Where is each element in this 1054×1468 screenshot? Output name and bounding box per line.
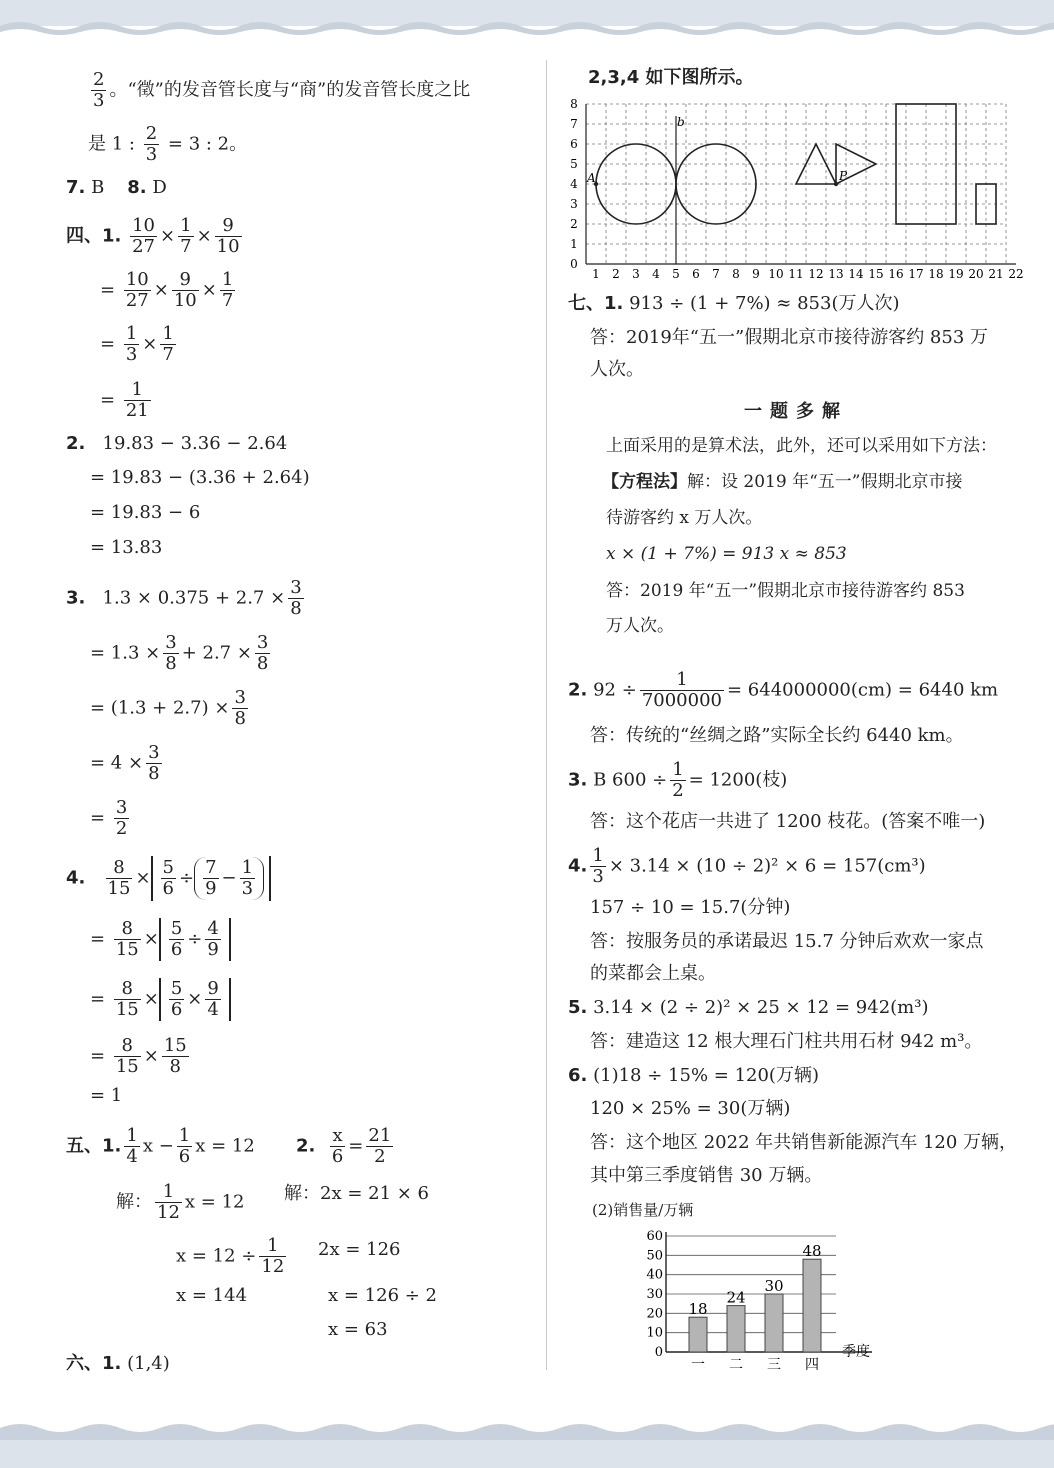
x-tick-label: 3: [632, 267, 640, 281]
q4-line-1: 4. $\frac{8}{15}$ × $\frac{5}{6}$ ÷ $\frac{7}{9}$ − $\frac{1}{3}$: [66, 856, 271, 901]
s4-q1-line-4: = $\frac{1}{21}$: [100, 379, 149, 421]
r-q6-line-2: 120 × 25% = 30(万辆): [590, 1098, 791, 1119]
r-q2-answer: 答：传统的“丝绸之路”实际全长约 6440 km。: [590, 725, 964, 746]
q2-line-3: = 19.83 − 6: [90, 502, 201, 523]
s5-q2-line-5: x = 63: [328, 1319, 388, 1340]
s5-q2-line-3: 2x = 126: [318, 1239, 401, 1260]
q4-result: = 1: [90, 1085, 123, 1106]
r-q6-answer-2: 其中第三季度销售 30 万辆。: [590, 1165, 823, 1186]
x-tick-label: 14: [848, 267, 864, 281]
q2-line-1: 2. 19.83 − 3.36 − 2.64: [66, 433, 288, 454]
chart-y-tick: 30: [646, 1287, 663, 1302]
multi-line-6: 万人次。: [606, 616, 674, 636]
q3-line-4: = 4 × $\frac{3}{8}$: [90, 742, 160, 784]
chart-bar: [689, 1317, 707, 1352]
chart-data-label: 30: [764, 1277, 784, 1295]
r-q3-answer: 答：这个花店一共进了 1200 枝花。(答案不唯一): [590, 811, 986, 832]
r-q2-expr: 2. 92 ÷ $\frac{1}{7000000}$ = 644000000(cm) = 6440 km: [568, 669, 999, 711]
bottom-wave-band: [0, 1418, 1054, 1468]
chart-y-tick: 10: [646, 1325, 663, 1341]
left-intro-line-2: 是 1 : $\frac{2}{3}$ = 3 : 2。: [88, 123, 248, 165]
x-tick-label: 20: [968, 267, 984, 281]
x-tick-label: 5: [672, 267, 680, 281]
top-wave-band: [0, 0, 1054, 40]
y-tick-label: 8: [570, 97, 578, 111]
x-tick-label: 16: [888, 267, 904, 281]
chart-category-label: 四: [805, 1357, 819, 1373]
s4-q1-line-2: = $\frac{10}{27}$ × $\frac{9}{10}$ × $\frac{1}{7}$: [100, 269, 234, 311]
fraction: $\frac{2}{3}$: [93, 69, 105, 111]
x-tick-label: 1: [592, 267, 600, 281]
y-tick-label: 1: [570, 237, 578, 251]
chart-category-label: 一: [691, 1357, 705, 1373]
column-divider: [546, 60, 547, 1370]
y-tick-label: 7: [570, 117, 578, 131]
y-tick-label: 2: [570, 217, 578, 231]
q2-line-2: = 19.83 − (3.36 + 2.64): [90, 467, 310, 488]
x-tick-label: 2: [612, 267, 620, 281]
x-tick-label: 21: [988, 267, 1004, 281]
label-p: P: [839, 169, 848, 183]
s5-q2-line-4: x = 126 ÷ 2: [328, 1285, 438, 1306]
r-q4-line-2: 157 ÷ 10 = 15.7(分钟): [590, 897, 791, 918]
r-q5-expr: 5. 3.14 × (2 ÷ 2)² × 25 × 12 = 942(m³): [568, 997, 929, 1018]
multi-line-5: 答：2019 年“五一”假期北京市接待游客约 853: [606, 581, 965, 601]
s7-answer-line-2: 人次。: [590, 359, 644, 380]
chart-data-label: 24: [726, 1288, 746, 1307]
q3-line-2: = 1.3 × $\frac{3}{8}$ + 2.7 × $\frac{3}{8}$: [90, 632, 269, 674]
r-q6-line-1: 6. (1)18 ÷ 15% = 120(万辆): [568, 1065, 819, 1086]
x-tick-label: 6: [692, 267, 700, 281]
answers-7-8: 7. B 8. D: [66, 177, 167, 198]
chart-category-label: 三: [767, 1357, 781, 1373]
x-tick-label: 19: [948, 267, 964, 281]
s4-q1-line-1: 四、1. $\frac{10}{27}$ × $\frac{1}{7}$ × $\frac{9}{10}$: [66, 215, 240, 257]
chart-y-tick: 0: [654, 1345, 663, 1360]
chart-x-label: 季度: [842, 1344, 870, 1360]
y-tick-label: 3: [570, 197, 578, 211]
chart-y-tick: 40: [646, 1267, 663, 1283]
s5-q1-line-1: 五、1. $\frac{1}{4}$ x − $\frac{1}{6}$ x = 12: [66, 1125, 255, 1167]
chart-data-label: 18: [688, 1300, 708, 1319]
q3-line-3: = (1.3 + 2.7) × $\frac{3}{8}$: [90, 687, 246, 729]
y-tick-label: 0: [570, 257, 578, 271]
s5-q1-line-3: x = 12 ÷ $\frac{1}{12}$: [176, 1235, 285, 1277]
s5-q1-line-2: 解： $\frac{1}{12}$ x = 12: [116, 1181, 245, 1223]
y-tick-label: 5: [570, 157, 578, 171]
r-q5-answer: 答：建造这 12 根大理石门柱共用石材 942 m³。: [590, 1031, 983, 1052]
s5-q1-line-4: x = 144: [176, 1285, 248, 1306]
point-p-dot: [834, 182, 838, 186]
multi-line-1: 上面采用的是算术法，此外，还可以采用如下方法：: [606, 436, 997, 456]
s5-q2-line-1: 2. $\frac{x}{6}$ = $\frac{21}{2}$: [296, 1125, 392, 1167]
s6-q1: 六、1. (1,4): [66, 1353, 170, 1374]
x-tick-label: 17: [908, 267, 924, 281]
x-tick-label: 11: [788, 267, 804, 281]
chart-y-tick: 20: [646, 1306, 663, 1322]
sales-bar-chart: [630, 1220, 890, 1380]
x-tick-label: 18: [928, 267, 944, 281]
x-tick-label: 12: [808, 267, 824, 281]
chart-category-label: 二: [729, 1357, 743, 1373]
r-q4-answer-1: 答：按服务员的承诺最迟 15.7 分钟后欢欢一家点: [590, 931, 984, 952]
label-a: A: [587, 171, 596, 185]
s7-answer-line-1: 答：2019年“五一”假期北京市接待游客约 853 万: [590, 327, 989, 348]
chart-y-tick: 60: [646, 1229, 663, 1244]
chart-caption: (2)销售量/万辆: [592, 1201, 694, 1219]
fraction: $\frac{2}{3}$: [145, 123, 158, 165]
x-tick-label: 10: [768, 267, 784, 281]
r-q4-expr: 4. $\frac{1}{3}$ × 3.14 × (10 ÷ 2)² × 6 = 157(cm³): [568, 845, 926, 887]
q3-line-1: 3. 1.3 × 0.375 + 2.7 × $\frac{3}{8}$: [66, 577, 302, 619]
x-tick-label: 7: [712, 267, 720, 281]
chart-y-tick: 50: [646, 1248, 663, 1264]
x-tick-label: 15: [868, 267, 884, 281]
left-intro-line-1: $\frac{2}{3}$ 。“徵”的发音管长度与“商”的发音管长度之比: [93, 69, 471, 111]
coordinate-grid-figure: [560, 96, 1030, 282]
chart-data-label: 48: [802, 1242, 822, 1261]
q3-line-5: = $\frac{3}{2}$: [90, 797, 128, 839]
r-q3-expr: 3. B 600 ÷ $\frac{1}{2}$ = 1200(枝): [568, 759, 788, 801]
y-tick-label: 6: [570, 137, 578, 151]
multi-line-3: 待游客约 x 万人次。: [606, 508, 763, 528]
grid-caption: 2,3,4 如下图所示。: [588, 67, 754, 88]
r-q6-answer-1: 答：这个地区 2022 年共销售新能源汽车 120 万辆，: [590, 1132, 1018, 1153]
x-tick-label: 13: [828, 267, 844, 281]
q4-line-3: = $\frac{8}{15}$ × $\frac{5}{6}$ × $\frac{9}{4}$: [90, 978, 231, 1021]
chart-bar: [765, 1294, 783, 1352]
x-tick-label: 9: [752, 267, 760, 281]
multi-solution-heading: 一题多解: [744, 401, 848, 422]
multi-line-4: x × (1 + 7%) = 913 x ≈ 853: [606, 544, 847, 564]
x-tick-label: 4: [652, 267, 660, 281]
multi-line-2: 【方程法】解：设 2019 年“五一”假期北京市接: [602, 472, 963, 492]
x-tick-label: 8: [732, 267, 740, 281]
y-tick-label: 4: [570, 177, 578, 191]
s7-q1-expr: 七、1. 913 ÷ (1 + 7%) ≈ 853(万人次): [568, 293, 900, 314]
s5-q2-line-2: 解：2x = 21 × 6: [284, 1183, 430, 1204]
chart-bar: [803, 1259, 821, 1352]
q4-line-2: = $\frac{8}{15}$ × $\frac{5}{6}$ ÷ $\frac{4}{9}$: [90, 918, 231, 961]
q4-line-4: = $\frac{8}{15}$ × $\frac{15}{8}$: [90, 1035, 187, 1077]
q2-line-4: = 13.83: [90, 537, 163, 558]
r-q4-answer-2: 的菜都会上桌。: [590, 963, 716, 984]
x-tick-label: 22: [1008, 267, 1024, 281]
s4-q1-line-3: = $\frac{1}{3}$ × $\frac{1}{7}$: [100, 323, 174, 365]
chart-bar: [727, 1306, 745, 1352]
label-b: b: [677, 115, 685, 129]
